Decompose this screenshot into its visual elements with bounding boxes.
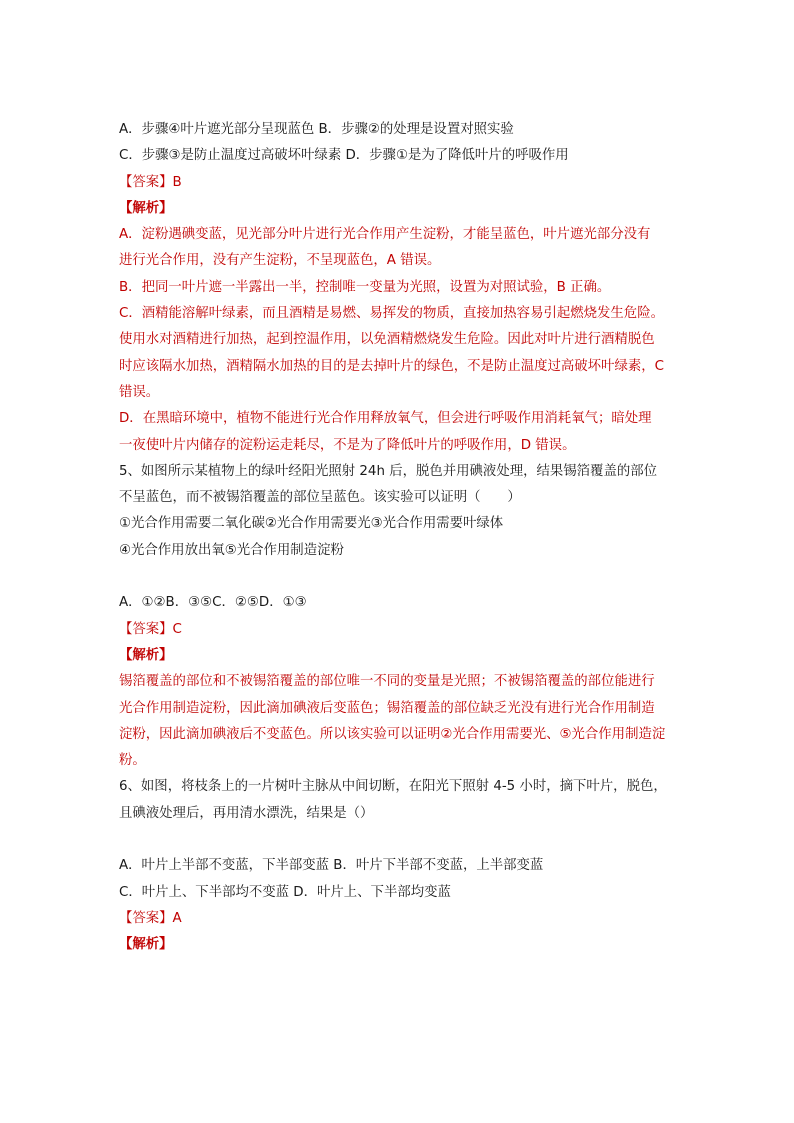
q6-option-line-1: A．叶片上半部不变蓝，下半部变蓝 B．叶片下半部不变蓝，上半部变蓝 (119, 858, 544, 874)
q4-analysis-line: 一夜使叶片内储存的淀粉运走耗尽，不是为了降低叶片的呼吸作用，D 错误。 (119, 437, 576, 453)
q5-statement-line: ①光合作用需要二氧化碳②光合作用需要光③光合作用需要叶绿体 (119, 516, 504, 532)
q4-analysis-label: 【解析】 (119, 200, 173, 216)
q4-analysis-line: B．把同一叶片遮一半露出一半，控制唯一变量为光照，设置为对照试验，B 正确。 (119, 279, 611, 295)
q5-analysis-label: 【解析】 (119, 647, 173, 663)
q5-options: A．①②B．③⑤C．②⑤D．①③ (119, 595, 307, 611)
q6-analysis-label: 【解析】 (119, 937, 173, 953)
q4-option-line-1: A．步骤④叶片遮光部分呈现蓝色 B．步骤②的处理是设置对照实验 (119, 122, 514, 137)
page-content (119, 117, 689, 959)
q4-analysis-line: A．淀粉遇碘变蓝，见光部分叶片进行光合作用产生淀粉，才能呈蓝色，叶片遮光部分没有 (119, 227, 651, 243)
q5-statement-line: ④光合作用放出氧⑤光合作用制造淀粉 (119, 542, 344, 558)
q5-figure-gap (119, 564, 689, 590)
q5-answer: 【答案】C (119, 621, 182, 637)
q4-analysis-line: 使用水对酒精进行加热，起到控温作用，以免酒精燃烧发生危险。因此对叶片进行酒精脱色 (119, 332, 655, 348)
q5-analysis-line: 锡箔覆盖的部位和不被锡箔覆盖的部位唯一不同的变量是光照；不被锡箔覆盖的部位能进行 (119, 674, 655, 690)
q4-analysis-line: 时应该隔水加热，酒精隔水加热的目的是去掉叶片的绿色，不是防止温度过高破坏叶绿素，C (119, 358, 664, 374)
q4-analysis-line: 进行光合作用，没有产生淀粉，不呈现蓝色，A 错误。 (119, 253, 441, 269)
q5-analysis-line: 光合作用制造淀粉，因此滴加碘液后变蓝色；锡箔覆盖的部位缺乏光没有进行光合作用制造 (119, 700, 655, 716)
q5-analysis-line: 粉。 (119, 753, 146, 769)
q5-analysis-line: 淀粉，因此滴加碘液后不变蓝色。所以该实验可以证明②光合作用需要光、⑤光合作用制造淀 (119, 726, 666, 742)
q6-stem-line: 且碘液处理后，再用清水漂洗，结果是（） (119, 805, 374, 821)
q4-option-line-2: C．步骤③是防止温度过高破坏叶绿素 D．步骤①是为了降低叶片的呼吸作用 (119, 148, 569, 164)
q4-analysis-line: C．酒精能溶解叶绿素，而且酒精是易燃、易挥发的物质，直接加热容易引起燃烧发生危险。 (119, 306, 664, 322)
q5-stem-line: 不呈蓝色，而不被锡箔覆盖的部位呈蓝色。该实验可以证明（ ） (119, 490, 521, 506)
q4-analysis-line: 错误。 (119, 384, 160, 400)
q5-stem-line: 5、如图所示某植物上的绿叶经阳光照射 24h 后，脱色并用碘液处理，结果锡箔覆盖的部位 (119, 463, 658, 479)
q4-answer: 【答案】B (119, 174, 182, 190)
q4-analysis-line: D．在黑暗环境中，植物不能进行光合作用释放氧气，但会进行呼吸作用消耗氧气；暗处理 (119, 411, 652, 427)
q6-answer: 【答案】A (119, 910, 182, 926)
q6-option-line-2: C．叶片上、下半部均不变蓝 D．叶片上、下半部均变蓝 (119, 884, 451, 900)
q6-figure-gap (119, 827, 689, 853)
q6-stem-line: 6、如图，将枝条上的一片树叶主脉从中间切断，在阳光下照射 4-5 小时，摘下叶片，脱色， (119, 779, 667, 795)
